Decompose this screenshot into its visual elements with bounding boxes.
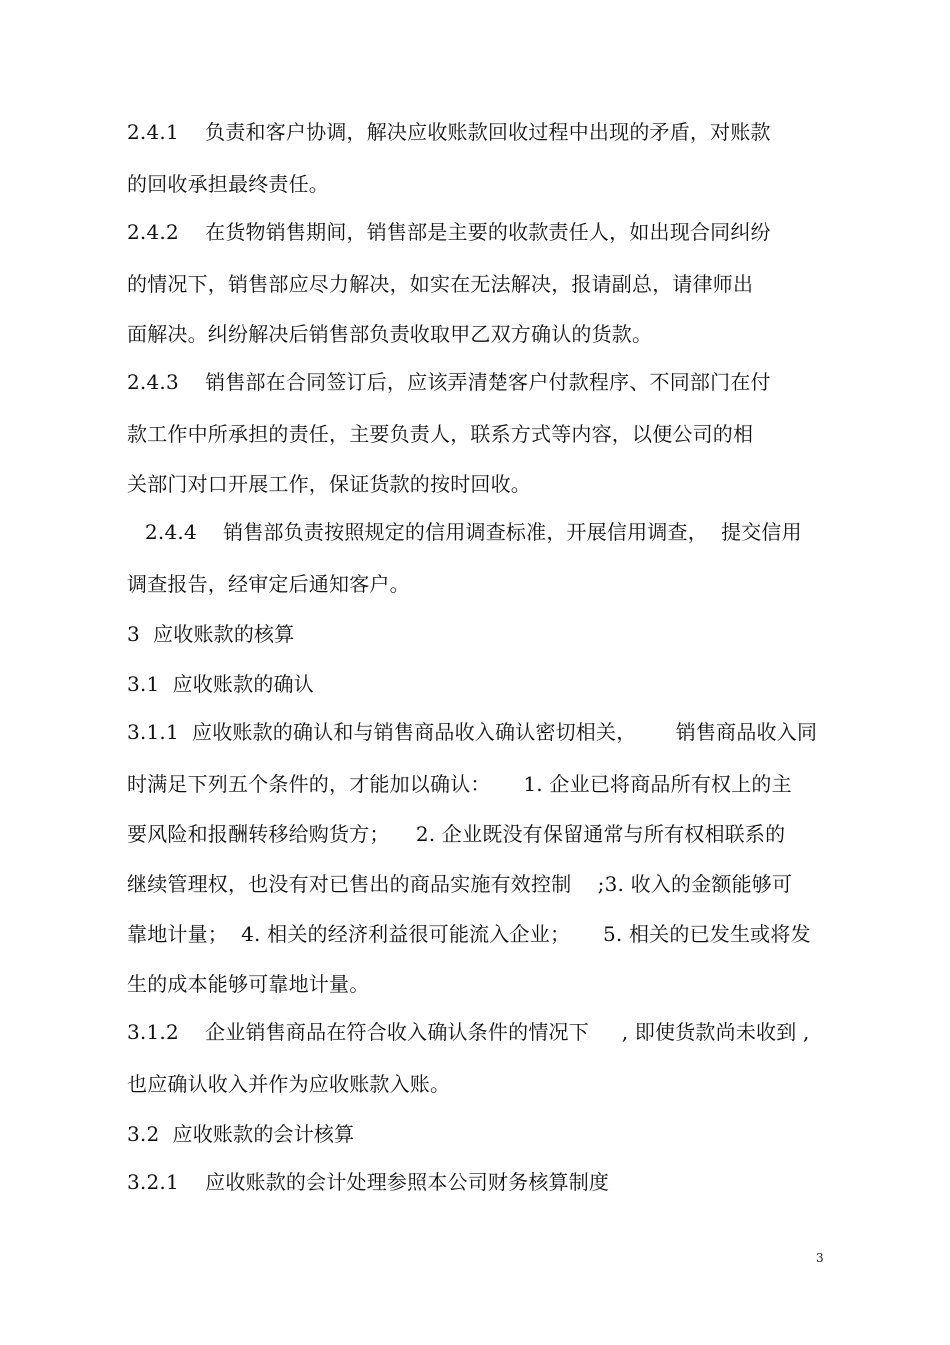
text-line: 靠地计量； 4. 相关的经济利益很可能流入企业； 5. 相关的已发生或将发 [127,922,811,946]
text-line: 调查报告，经审定后通知客户。 [127,572,410,596]
text-line-3-1-2: 3.1.2 企业销售商品在符合收入确认条件的情况下 , 即使货款尚未收到 , [127,1020,810,1044]
text-line: 面解决。纠纷解决后销售部负责收取甲乙双方确认的货款。 [127,322,653,346]
text-line: 生的成本能够可靠地计量。 [127,972,370,996]
text-line: 继续管理权，也没有对已售出的商品实施有效控制 ;3. 收入的金额能够可 [127,872,793,896]
text-line-3-2-1: 3.2.1 应收账款的会计处理参照本公司财务核算制度 [127,1170,610,1194]
text-line: 关部门对口开展工作，保证货款的按时回收。 [127,472,531,496]
section-heading-3-2: 3.2 应收账款的会计核算 [127,1122,355,1146]
text-line-2-4-2: 2.4.2 在货物销售期间，销售部是主要的收款责任人，如出现合同纠纷 [127,220,771,244]
text-line: 的情况下，销售部应尽力解决，如实在无法解决，报请副总，请律师出 [127,272,754,296]
text-line: 的回收承担最终责任。 [127,172,329,196]
text-line-3-1-1: 3.1.1 应收账款的确认和与销售商品收入确认密切相关， 销售商品收入同 [127,720,818,744]
text-line: 也应确认收入并作为应收账款入账。 [127,1072,451,1096]
text-line: 要风险和报酬转移给购货方； 2. 企业既没有保留通常与所有权相联系的 [127,822,786,846]
text-line: 款工作中所承担的责任，主要负责人，联系方式等内容，以便公司的相 [127,422,754,446]
text-line-2-4-1: 2.4.1 负责和客户协调，解决应收账款回收过程中出现的矛盾，对账款 [127,120,771,144]
section-heading-3: 3 应收账款的核算 [127,622,295,646]
text-line-2-4-4: 2.4.4 销售部负责按照规定的信用调查标准，开展信用调查， 提交信用 [145,520,802,544]
text-line: 时满足下列五个条件的，才能加以确认： 1. 企业已将商品所有权上的主 [127,772,792,796]
section-heading-3-1: 3.1 应收账款的确认 [127,672,314,696]
page-number: 3 [816,1251,824,1265]
text-line-2-4-3: 2.4.3 销售部在合同签订后，应该弄清楚客户付款程序、不同部门在付 [127,370,771,394]
